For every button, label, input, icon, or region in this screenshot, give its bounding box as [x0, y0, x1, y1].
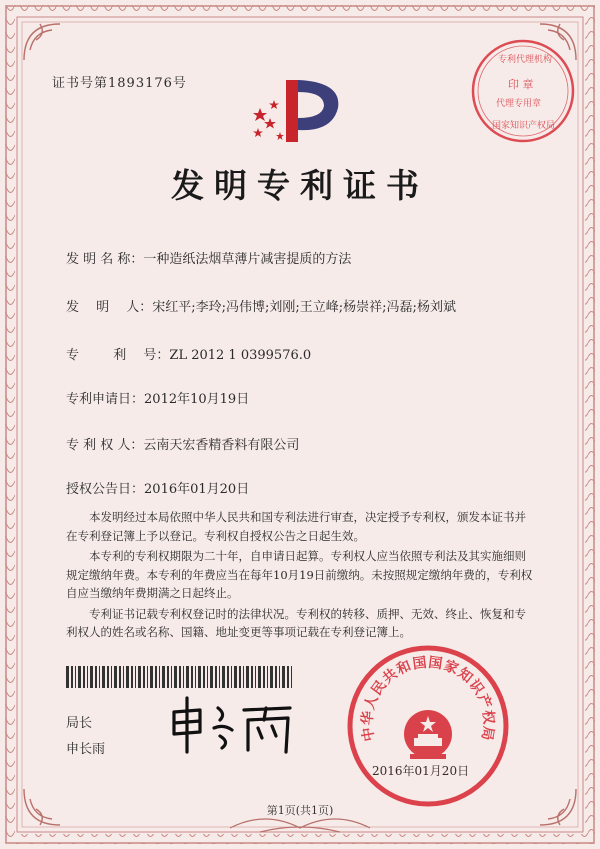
certificate-number: 证书号第1893176号	[52, 76, 187, 91]
field-label: 授权公告日	[66, 482, 132, 497]
barcode-icon	[66, 666, 294, 688]
signature-name: 申长雨	[66, 742, 106, 757]
field-patentee: 专 利 权 人：云南天宏香精香料有限公司	[66, 434, 299, 453]
field-label: 发 明 人	[66, 300, 140, 315]
handwritten-signature-icon	[160, 690, 310, 760]
field-invention-name: 发 明 名 称：一种造纸法烟草薄片减害提质的方法	[66, 248, 351, 267]
svg-text:印 章: 印 章	[508, 78, 534, 91]
sipo-logo-icon	[246, 70, 350, 148]
body-paragraph-2: 本专利的专利权期限为二十年，自申请日起算。专利权人应当依照专利法及其实施细则规定缴纳年费。本专利的年费应当在每年10月19日前缴纳。未按照规定缴纳年费的，专利权自应当缴纳年费期满之日起终止。	[66, 549, 533, 600]
certificate-body	[66, 508, 536, 644]
signature-title: 局长	[66, 716, 93, 731]
body-paragraph-1: 本发明经过本局依照中华人民共和国专利法进行审查，决定授予专利权，颁发本证书并在专利登记簿上予以登记。专利权自授权公告之日起生效。	[66, 510, 526, 543]
field-application-date: 专利申请日：2012年10月19日	[66, 388, 249, 407]
seal-text: 中华人民共和国国家知识产权局	[359, 654, 497, 743]
field-value: 2016年01月20日	[144, 482, 250, 497]
body-paragraph-3: 专利证书记载专利权登记时的法律状况。专利权的转移、质押、无效、终止、恢复和专利权人的姓名或名称、国籍、地址变更等事项记载在专利登记簿上。	[66, 606, 526, 639]
field-grant-date: 授权公告日：2016年01月20日	[66, 478, 249, 497]
svg-text:代理专用章: 代理专用章	[496, 99, 542, 109]
field-value: 2012年10月19日	[144, 392, 250, 407]
field-value: ZL 2012 1 0399576.0	[169, 348, 312, 363]
field-label: 发 明 名 称	[66, 252, 131, 267]
field-value: 宋红平;李玲;冯伟博;刘刚;王立峰;杨崇祥;冯磊;杨刘斌	[152, 300, 456, 315]
field-label: 专利申请日	[66, 392, 132, 407]
svg-text:国家知识产权局: 国家知识产权局	[492, 121, 556, 131]
field-value: 云南天宏香精香料有限公司	[143, 438, 300, 453]
page-number: 第1页(共1页)	[266, 804, 334, 817]
field-patent-number: 专 利 号：ZL 2012 1 0399576.0	[66, 344, 311, 363]
seal-date: 2016年01月20日	[372, 764, 470, 778]
field-label: 专 利 权 人	[66, 438, 131, 453]
field-inventors: 发 明 人：宋红平;李玲;冯伟博;刘刚;王立峰;杨崇祥;冯磊;杨刘斌	[66, 296, 456, 315]
agency-seal-icon	[468, 36, 578, 146]
sipo-official-seal-icon	[344, 642, 512, 810]
certificate-title: 发明专利证书	[171, 166, 429, 205]
svg-text:专利代理机构: 专利代理机构	[498, 55, 553, 65]
field-value: 一种造纸法烟草薄片减害提质的方法	[143, 252, 352, 267]
field-label: 专 利 号	[66, 348, 157, 363]
